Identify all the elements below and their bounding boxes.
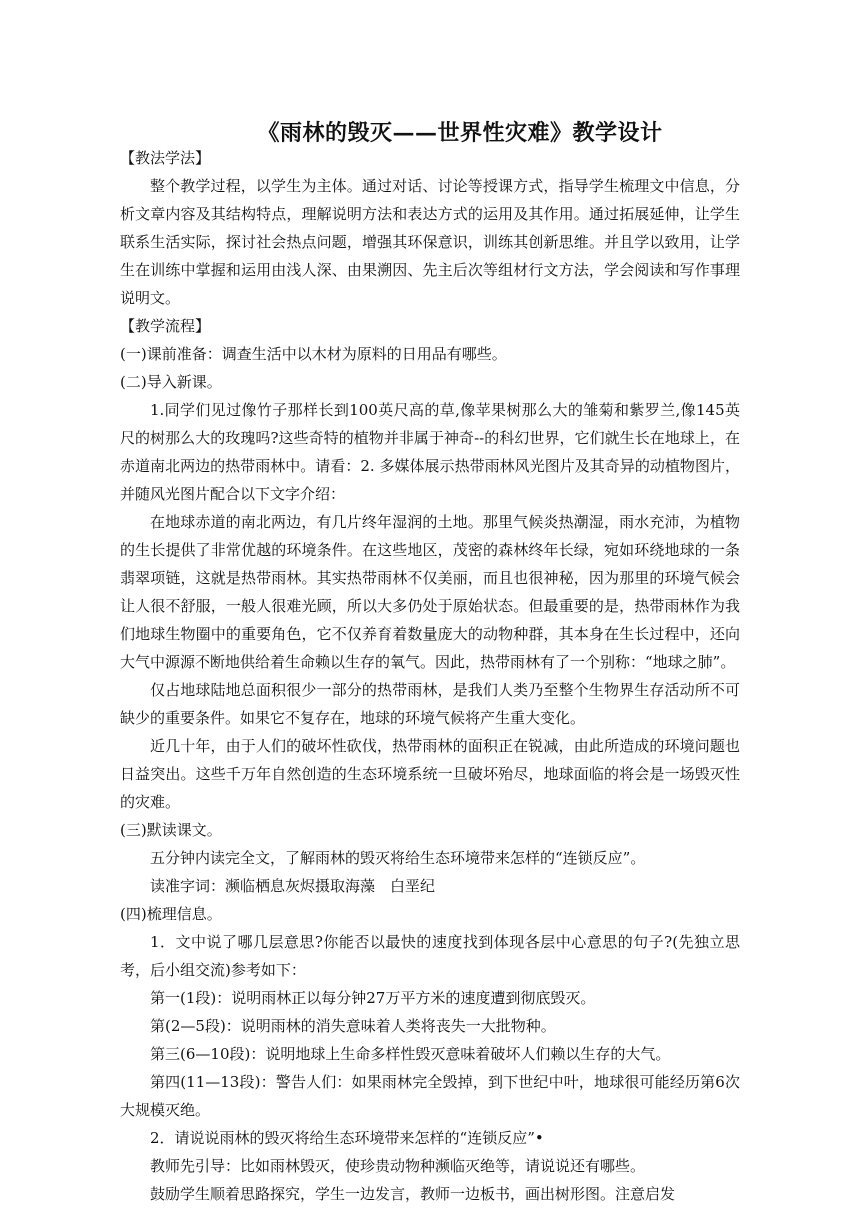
section-sort-info: (四)梳理信息。 [120,905,222,923]
paragraph-methods: 整个教学过程，以学生为主体。通过对话、讨论等授课方式，指导学生梳理文中信息，分析文章内容及其结构特点，理解说明方法和表达方式的运用及其作用。通过拓展延伸，让学生联系生活实际，探讨社会热点问题，增强其环保意识，训练其创新思维。并且学以致用，让学生在训练中掌握和运用由浅人深、由果溯因、先主后次等组材行文方法，学会阅读和写作事理说明文。 [120,177,740,307]
document-title: 《雨林的毁灭——世界性灾难》教学设计 [257,120,663,146]
question-2: 2．请说说雨林的毁灭将给生态环境带来怎样的“连锁反应”• [150,1129,544,1147]
paragraph-vocabulary: 读准字词：濒临栖息灰烬摄取海藻 白垩纪 [150,877,436,895]
paragraph-rainforest-3: 近几十年，由于人们的破坏性砍伐，热带雨林的面积正在锐减，由此所造成的环境问题也日益突出。这些千万年自然创造的生态环境系统一旦破坏殆尽，地球面临的将会是一场毁灭性的灾难。 [120,737,740,811]
document-body [120,144,740,1208]
heading-methods: 【教法学法】 [120,149,211,167]
paragraph-rainforest-1: 在地球赤道的南北两边，有几片终年湿润的土地。那里气候炎热潮湿，雨水充沛，为植物的生长提供了非常优越的环境条件。在这些地区，茂密的森林终年长绿，宛如环绕地球的一条翡翠项链，这就是热带雨林。其实热带雨林不仅美丽，而且也很神秘，因为那里的环境气候会让人很不舒服，一般人很难光顾，所以大多仍处于原始状态。但最重要的是，热带雨林作为我们地球生物圈中的重要角色，它不仅养育着数量庞大的动物种群，其本身在生长过程中，还向大气中源源不断地供给着生命赖以生存的氧气。因此，热带雨林有了一个别称：“地球之肺”。 [120,513,740,671]
question-1: 1．文中说了哪几层意思?你能否以最快的速度找到体现各层中心意思的句子?(先独立思考，后小组交流)参考如下： [120,933,740,979]
paragraph-intro: 1.同学们见过像竹子那样长到100英尺高的草,像苹果树那么大的雏菊和紫罗兰,像145英尺的树那么大的玫瑰吗?这些奇特的植物并非属于神奇--的科幻世界，它们就生长在地球上，在赤道南北两边的热带雨林中。请看：2. 多媒体展示热带雨林风光图片及其奇异的动植物图片，并随风光图片配合以下文字介绍： [120,401,740,503]
list-item-part-1: 第一(1段)：说明雨林正以每分钟27万平方米的速度遭到彻底毁灭。 [150,989,596,1007]
paragraph-rainforest-2: 仅占地球陆地总面积很少一部分的热带雨林，是我们人类乃至整个生物界生存活动所不可缺少的重要条件。如果它不复存在，地球的环境气候将产生重大变化。 [120,681,740,727]
list-item-part-4: 第四(11—13段)：警告人们：如果雨林完全毁掉，到下世纪中叶，地球很可能经历第6次大规模灭绝。 [120,1073,740,1119]
section-silent-reading: (三)默读课文。 [120,821,222,839]
heading-process: 【教学流程】 [120,317,211,335]
paragraph-teacher-guide: 教师先引导：比如雨林毁灭，使珍贵动物种濒临灭绝等，请说说还有哪些。 [150,1157,646,1175]
section-intro: (二)导入新课。 [120,373,222,391]
paragraph-reading-task: 五分钟内读完全文，了解雨林的毁灭将给生态环境带来怎样的“连锁反应”。 [150,849,646,867]
list-item-part-3: 第三(6—10段)：说明地球上生命多样性毁灭意味着破坏人们赖以生存的大气。 [150,1045,671,1063]
paragraph-encourage: 鼓励学生顺着思路探究，学生一边发言，教师一边板书，画出树形图。注意启发 [150,1185,676,1203]
list-item-part-2: 第(2—5段)：说明雨林的消失意味着人类将丧失一大批物种。 [150,1017,556,1035]
section-prep: (一)课前准备：调查生活中以木材为原料的日用品有哪些。 [120,345,507,363]
